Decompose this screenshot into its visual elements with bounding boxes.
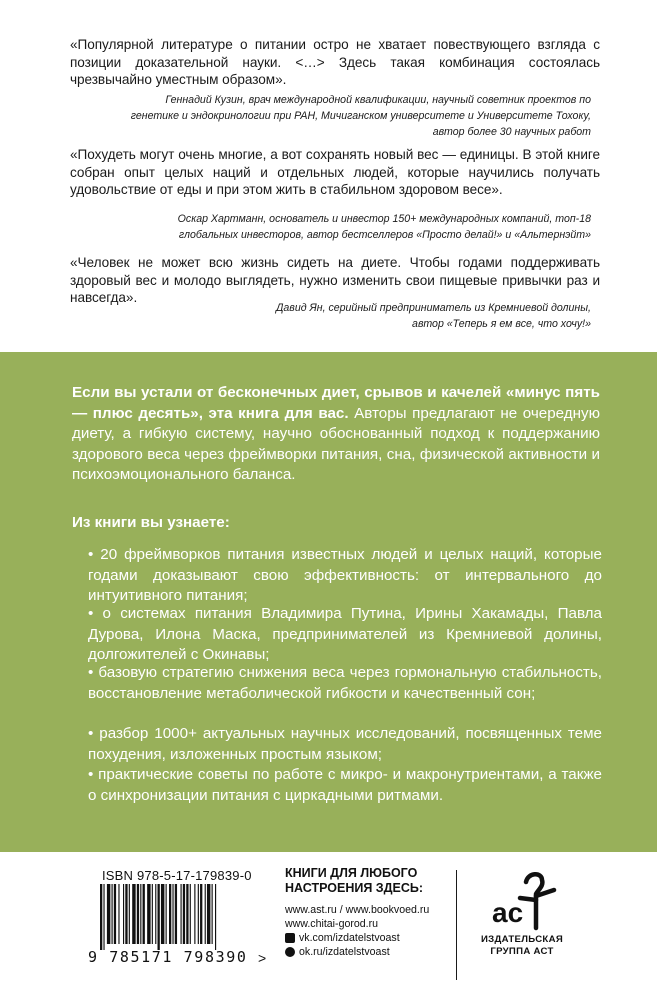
link-ast-bookvoed[interactable]: www.ast.ru / www.bookvoed.ru — [285, 904, 430, 916]
barcode-number: 9 785171 798390 — [88, 948, 248, 966]
lead-bold: Если вы устали от бесконечных диет, срывов и качелей «минус пять — плюс десять», эта книга для вас. — [72, 384, 600, 422]
divider — [456, 870, 457, 980]
lead-rest: Авторы предлагают не очередную диету, а гибкую систему, научно обоснованный подход к поддержанию здорового веса через фреймворки питания, сна, физической активности и психоэмоционального баланса. — [72, 404, 600, 483]
books-title: КНИГИ ДЛЯ ЛЮБОГО НАСТРОЕНИЯ ЗДЕСЬ: — [285, 866, 424, 895]
bullet-item: • практические советы по работе с микро- и макронутриентами, а также о синхронизации питания с циркадными ритмами. — [88, 766, 602, 804]
bullet-item: • о системах питания Владимира Путина, Ирины Хакамады, Павла Дурова, Илона Маска, предпринимателей из Кремниевой долины, долгожителей с Окинавы; — [88, 605, 602, 663]
barcode-icon — [98, 884, 268, 950]
learn-title: Из книги вы узнаете: — [72, 514, 230, 531]
link-vk[interactable]: vk.com/izdatelstvoast — [299, 932, 400, 944]
quote-2-attribution: Оскар Хартманн, основатель и инвестор 150+ международных компаний, топ-18 глобальных инвесторов, автор бестселлеров «Просто делай!» и «Альтернэйт» — [177, 213, 591, 241]
bullet-item: • 20 фреймворков питания известных людей и целых наций, которые годами доказывают свою эффективность: от интервального до интуитивного питания; — [88, 546, 602, 604]
quote-3: «Человек не может всю жизнь сидеть на диете. Чтобы годами поддерживать здоровый вес и молодо выглядеть, нужно изменить свои пищевые привычки раз и навсегда». — [70, 255, 600, 305]
quote-1: «Популярной литературе о питании остро не хватает повествующего взгляда с позиции доказательной науки. <…> Здесь такая комбинация состоялась чрезвычайно уместным образом». — [70, 37, 600, 87]
lead-paragraph — [72, 383, 600, 486]
bullet-item: • базовую стратегию снижения веса через гормональную стабильность, восстановление метаболической гибкости и качественный сон; — [88, 664, 602, 702]
bullet-item: • разбор 1000+ актуальных научных исследований, посвященных теме похудения, изложенных простым языком; — [88, 725, 602, 763]
link-ok[interactable]: ok.ru/izdatelstvoast — [299, 946, 390, 958]
quote-2: «Похудеть могут очень многие, а вот сохранять новый вес — единицы. В этой книге собран опыт целых наций и отдельных людей, которые научились получать удовольствие от еды и при этом жить в стабильном здоровом весе». — [70, 147, 600, 197]
quote-3-attribution: Давид Ян, серийный предприниматель из Кремниевой долины, автор «Теперь я ем все, что хочу!» — [275, 302, 591, 330]
svg-text:ас: ас — [492, 897, 524, 928]
isbn: ISBN 978-5-17-179839-0 — [102, 868, 252, 883]
quote-1-attribution: Геннадий Кузин, врач международной квалификации, научный советник проектов по генетике и эндокринологии при РАН, Мичиганском университете и Университете Тохоку, автор более 30 научных работ — [130, 94, 591, 138]
vk-icon — [285, 933, 295, 943]
link-chitai-gorod[interactable]: www.chitai-gorod.ru — [285, 918, 379, 930]
barcode-arrow-icon: > — [258, 950, 267, 966]
quotes-section — [0, 0, 657, 352]
publisher-name: ИЗДАТЕЛЬСКАЯ ГРУППА АСТ — [480, 934, 564, 957]
ok-icon — [285, 947, 295, 957]
